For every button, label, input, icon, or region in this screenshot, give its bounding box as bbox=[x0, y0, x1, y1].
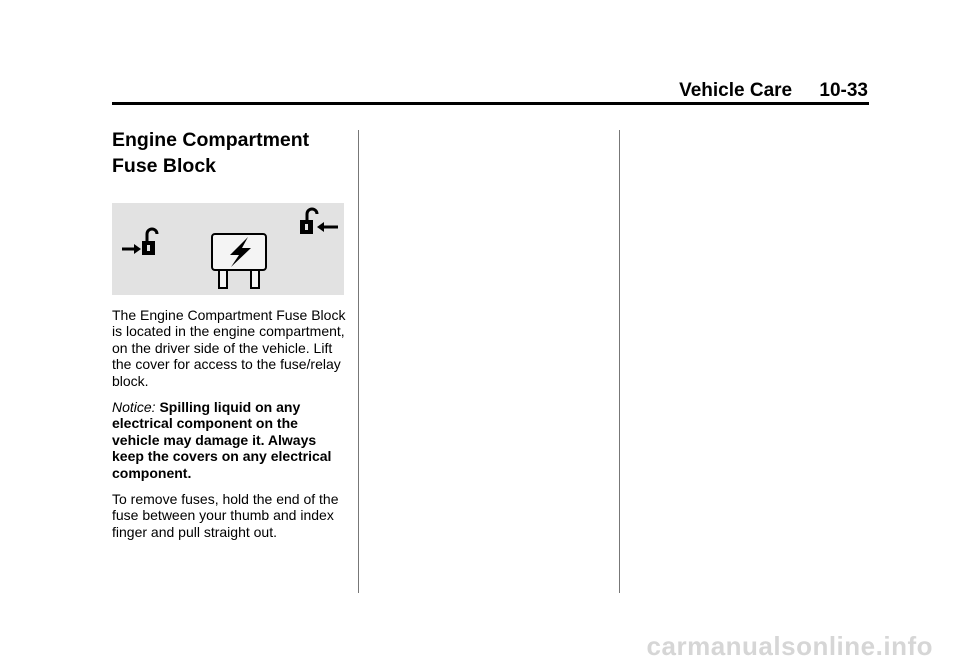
fuse-block-location-text: The Engine Compartment Fuse Block is located in the engine compartment, on the driver side of the vehicle. Lift the cover for access to the fuse/relay block. bbox=[112, 307, 346, 389]
notice-label: Notice: bbox=[112, 399, 156, 416]
heading-line-1: Engine Compartment bbox=[112, 129, 310, 151]
column-divider-1 bbox=[358, 130, 359, 593]
header-rule bbox=[112, 102, 869, 105]
page-header bbox=[679, 80, 868, 102]
left-column bbox=[112, 127, 347, 540]
fuse-block-illustration bbox=[112, 203, 344, 295]
remove-fuses-text: To remove fuses, hold the end of the fuse between your thumb and index finger and pull straight out. bbox=[112, 491, 339, 540]
fuse-bolt-icon bbox=[212, 234, 266, 288]
unlock-arrow-out-icon bbox=[300, 209, 338, 234]
section-title: Vehicle Care bbox=[679, 80, 793, 101]
notice-paragraph bbox=[112, 399, 347, 481]
watermark: carmanualsonline.info bbox=[646, 631, 933, 661]
notice-text: Spilling liquid on any electrical component on the vehicle may damage it. Always keep the covers on any electrical component. bbox=[112, 399, 332, 481]
heading-line-2: Fuse Block bbox=[112, 155, 217, 177]
unlock-arrow-in-icon bbox=[122, 229, 157, 255]
column-divider-2 bbox=[619, 130, 620, 593]
section-heading bbox=[112, 127, 347, 179]
page-number: 10-33 bbox=[819, 80, 868, 101]
